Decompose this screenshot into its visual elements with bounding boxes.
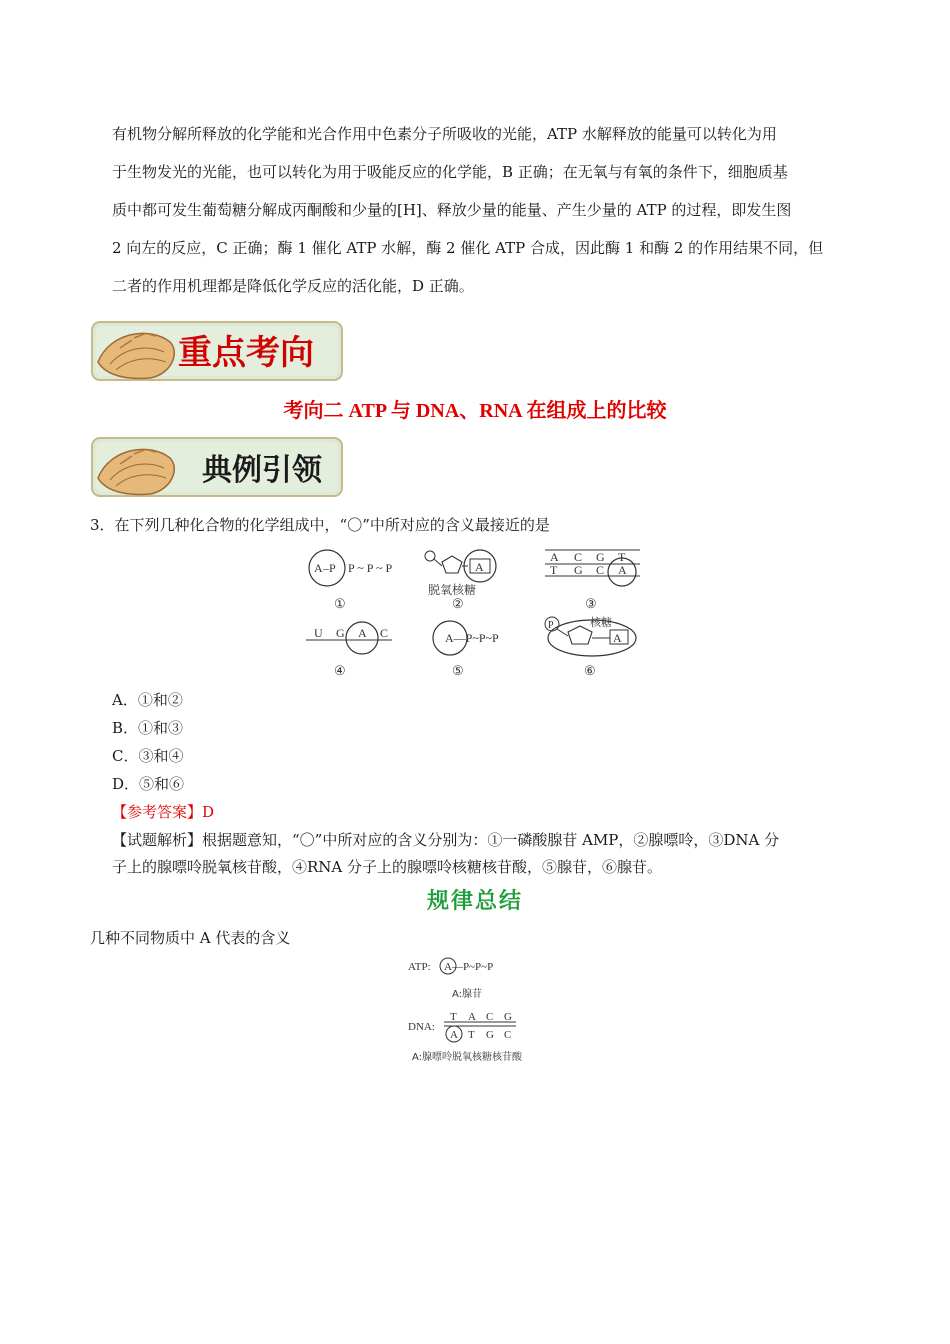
paragraph-line: 质中都可发生葡萄糖分解成丙酮酸和少量的[H]、释放少量的能量、产生少量的 ATP 的过程，即发生图 [112, 201, 792, 219]
svg-text:P: P [548, 620, 554, 631]
svg-text:C: C [380, 626, 389, 640]
paragraph-line: 于生物发光的光能，也可以转化为用于吸能反应的化学能，B 正确；在无氧与有氧的条件下，细胞质基 [112, 163, 788, 181]
banner-key-direction [90, 318, 344, 384]
svg-text:A: A [314, 561, 323, 575]
svg-text:U: U [314, 626, 323, 640]
svg-text:A: A [358, 626, 367, 640]
svg-text:A: A [613, 631, 622, 645]
svg-text:①: ① [334, 596, 346, 611]
svg-text:⑤: ⑤ [452, 663, 464, 678]
svg-text:A: A [618, 563, 627, 577]
figure-item-4 [306, 622, 392, 678]
figure-item-5 [433, 621, 499, 678]
svg-text:A:腺苷: A:腺苷 [452, 989, 483, 1000]
svg-text:A: A [550, 550, 559, 564]
section-title: 考向二 ATP 与 DNA、RNA 在组成上的比较 [283, 400, 667, 422]
svg-text:G: G [486, 1029, 494, 1041]
svg-text:A: A [468, 1011, 476, 1023]
analysis-line: 【试题解析】根据题意知，“〇”中所对应的含义分别为：①一磷酸腺苷 AMP，②腺嘌呤，③DNA 分 [112, 831, 780, 849]
reference-answer: 【参考答案】D [112, 803, 215, 821]
question-stem: 3．在下列几种化合物的化学组成中，“〇”中所对应的含义最接近的是 [90, 516, 550, 534]
banner-example [90, 434, 344, 500]
svg-text:–P: –P [323, 561, 336, 575]
svg-text:C: C [504, 1029, 512, 1041]
svg-text:③: ③ [585, 596, 597, 611]
svg-text:②: ② [452, 596, 464, 611]
option-b: B．①和③ [112, 719, 184, 737]
figure-item-6 [545, 615, 636, 678]
svg-text:P ~ P ~ P: P ~ P ~ P [348, 561, 393, 575]
svg-text:T: T [450, 1011, 457, 1023]
svg-text:核糖: 核糖 [590, 616, 612, 629]
svg-text:C: C [486, 1011, 494, 1023]
svg-text:A:腺嘌呤脱氧核糖核苷酸: A:腺嘌呤脱氧核糖核苷酸 [412, 1052, 523, 1063]
svg-text:ATP:: ATP: [408, 961, 431, 973]
svg-text:A: A [450, 1029, 458, 1041]
svg-text:G: G [574, 563, 583, 577]
question-figure [300, 546, 650, 682]
option-d: D．⑤和⑥ [112, 775, 185, 793]
figure-item-1 [309, 550, 392, 611]
svg-text:DNA:: DNA: [408, 1021, 435, 1033]
svg-text:T: T [618, 550, 626, 564]
svg-text:A—P~P~P: A—P~P~P [445, 631, 499, 645]
analysis-line: 子上的腺嘌呤脱氧核苷酸，④RNA 分子上的腺嘌呤核糖核苷酸，⑤腺苷，⑥腺苷。 [112, 858, 663, 876]
svg-text:G: G [336, 626, 345, 640]
figure-item-2 [425, 550, 496, 611]
svg-text:④: ④ [334, 663, 346, 678]
summary-intro: 几种不同物质中 A 代表的含义 [90, 929, 291, 947]
svg-text:T: T [550, 563, 558, 577]
figure-item-3 [545, 550, 640, 611]
svg-text:G: G [596, 550, 605, 564]
option-c: C．③和④ [112, 747, 184, 765]
paragraph-line: 二者的作用机理都是降低化学反应的活化能，D 正确。 [112, 277, 474, 295]
banner-text: 典例引领 [202, 453, 322, 488]
summary-figure [400, 954, 560, 1066]
svg-text:⑥: ⑥ [584, 663, 596, 678]
option-a: A．①和② [112, 691, 183, 709]
svg-text:A—P~P~P: A—P~P~P [444, 961, 494, 973]
paragraph-line: 2 向左的反应，C 正确；酶 1 催化 ATP 水解，酶 2 催化 ATP 合成，因此酶 1 和酶 2 的作用结果不同，但 [112, 239, 824, 257]
banner-text: 重点考向 [178, 333, 314, 373]
svg-text:G: G [504, 1011, 512, 1023]
svg-text:脱氧核糖: 脱氧核糖 [428, 583, 477, 597]
summary-title: 规律总结 [426, 889, 523, 914]
svg-text:C: C [574, 550, 583, 564]
paragraph-line: 有机物分解所释放的化学能和光合作用中色素分子所吸收的光能，ATP 水解释放的能量可以转化为用 [112, 125, 777, 143]
svg-text:T: T [468, 1029, 475, 1041]
svg-text:A: A [475, 560, 484, 574]
svg-text:C: C [596, 563, 605, 577]
